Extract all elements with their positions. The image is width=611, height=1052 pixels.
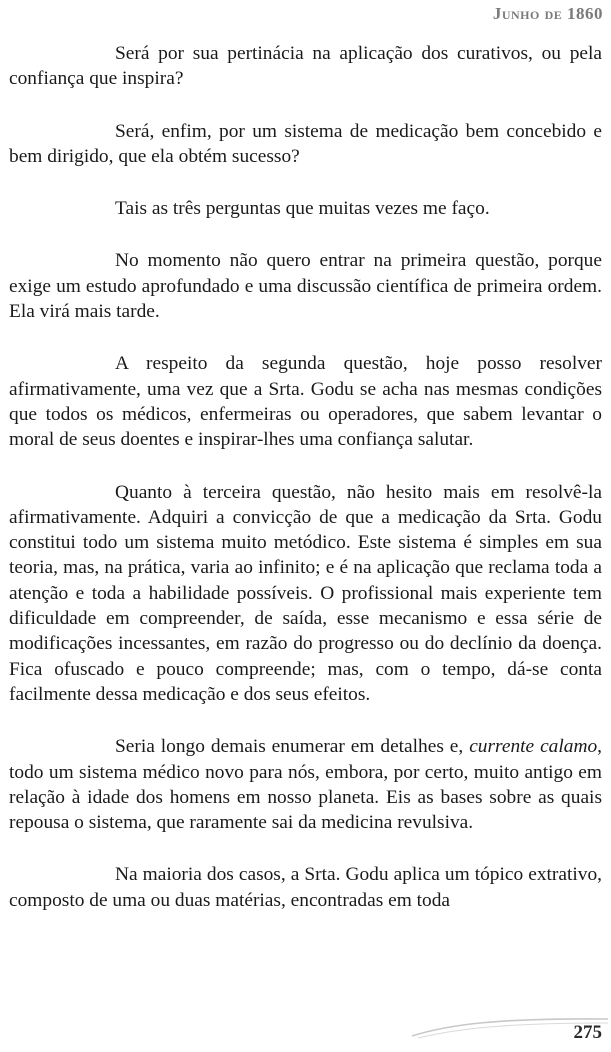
latin-phrase: currente calamo (469, 736, 598, 758)
page-number: 275 (573, 1022, 602, 1043)
body-text (9, 41, 602, 913)
paragraph-3: Tais as três perguntas que muitas vezes me faço. (115, 198, 490, 220)
page-footer (0, 1010, 611, 1052)
running-header: Junho de 1860 (492, 4, 603, 23)
paragraph-2: Será, enfim, por um sistema de medicação bem concebido e bem dirigido, que ela obtém sucesso? (9, 120, 602, 167)
paragraph-6: Quanto à terceira questão, não hesito mais em resolvê-la afirmativamente. Adquiri a convicção de que a medicação da Srta. Godu constitui todo um sistema muito metódico. Este sistema é simples em sua teoria, mas, na prática, varia ao infinito; e é na aplicação que reclama toda a atenção e toda a habilidade possíveis. O profissional mais experiente tem dificuldade em compreender, de saída, esse mecanismo e essa série de modificações incessantes, em razão do progresso ou do declínio da doença. Fica ofuscado e pouco compreende; mas, com o tempo, dá-se conta facilmente dessa medicação e dos seus efeitos. (9, 481, 602, 705)
paragraph-5: A respeito da segunda questão, hoje posso resolver afirmativamente, uma vez que a Srta. Godu se acha nas mesmas condições que todos os médicos, enfermeiras ou operadores, que sabem levantar o moral de seus doentes e inspirar-lhes uma confiança salutar. (9, 353, 602, 451)
paragraph-8: Na maioria dos casos, a Srta. Godu aplica um tópico extrativo, composto de uma ou duas matérias, encontradas em toda (9, 864, 602, 911)
paragraph-1: Será por sua pertinácia na aplicação dos curativos, ou pela confiança que inspira? (9, 43, 602, 90)
paragraph-7-start: Seria longo demais enumerar em detalhes e, (115, 736, 470, 758)
paragraph-7-end: , todo um sistema médico novo para nós, embora, por certo, muito antigo em relação à idade dos homens em nosso planeta. Eis as bases sobre as quais repousa o sistema, que raramente sai da medicina revulsiva. (9, 736, 603, 834)
paragraph-7 (9, 734, 602, 835)
paragraph-4: No momento não quero entrar na primeira questão, porque exige um estudo aprofundado e uma discussão científica de primeira ordem. Ela virá mais tarde. (9, 250, 602, 323)
